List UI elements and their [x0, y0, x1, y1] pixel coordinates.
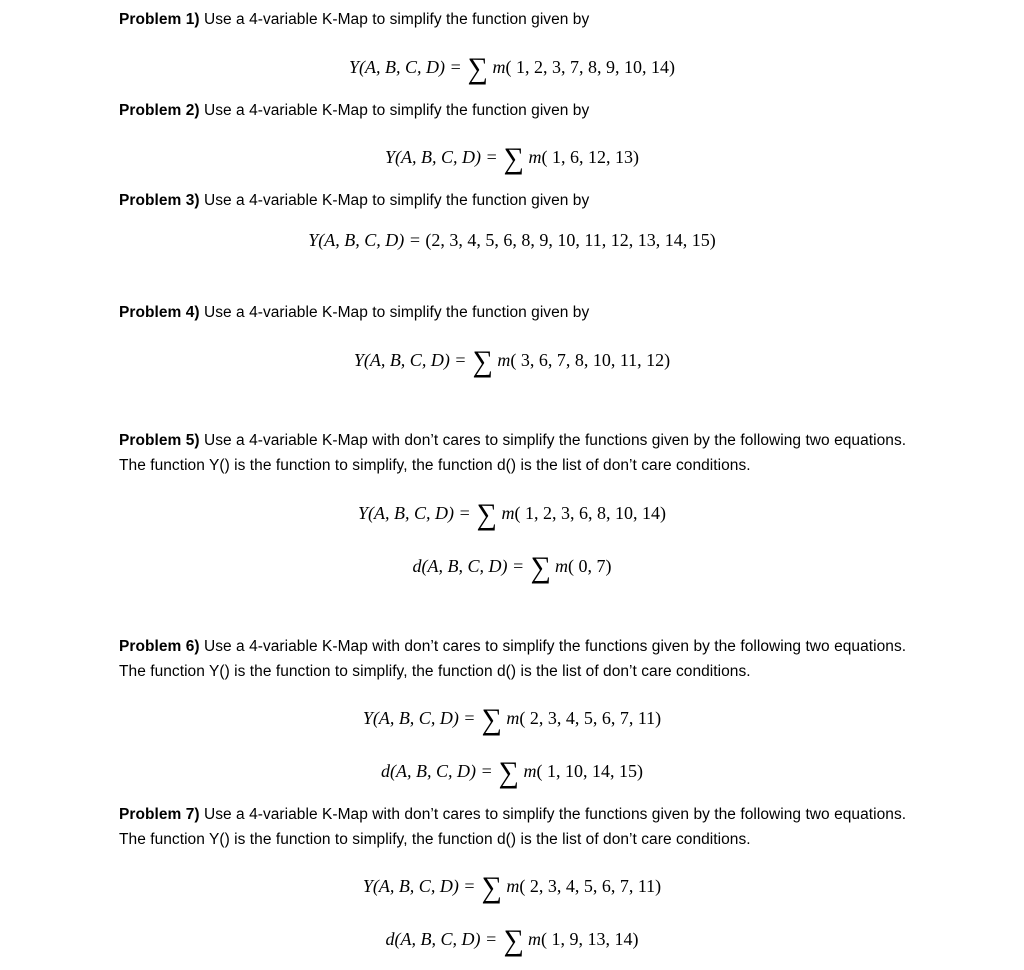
minterm-label: m: [523, 761, 537, 781]
minterm-label: m: [555, 556, 569, 576]
minterm-list: ( 1, 9, 13, 14): [541, 929, 639, 949]
minterm-list: ( 0, 7): [568, 556, 612, 576]
equation: [0, 226, 1024, 254]
minterm-list: ( 2, 3, 4, 5, 6, 7, 11): [519, 708, 662, 728]
problem-text: Use a 4-variable K-Map to simplify the function given by: [199, 304, 590, 321]
problem-text: Use a 4-variable K-Map with don’t cares to simplify the functions given by the following two equations. The function Y() is the function to simplify, the function d() is the list of don’t care conditions.: [119, 806, 907, 848]
problem-1: [119, 8, 919, 33]
minterm-list: ( 1, 10, 14, 15): [536, 761, 644, 781]
equation-lhs: Y(A, B, C, D) =: [308, 230, 421, 250]
equation: [0, 551, 1024, 584]
minterm-label: m: [528, 929, 542, 949]
minterm-list: ( 3, 6, 7, 8, 10, 11, 12): [510, 350, 671, 370]
equation-lhs: Y(A, B, C, D) =: [384, 147, 498, 167]
equation: [0, 703, 1024, 736]
problem-text: Use a 4-variable K-Map to simplify the function given by: [199, 192, 590, 209]
problem-7: [119, 803, 919, 852]
problem-6: [119, 635, 919, 684]
equation: [0, 756, 1024, 789]
minterm-list: ( 1, 6, 12, 13): [541, 147, 640, 167]
problem-label: Problem 2): [119, 102, 200, 119]
problem-5: [119, 429, 919, 478]
equation-lhs: Y(A, B, C, D) =: [362, 708, 476, 728]
problem-label: Problem 4): [119, 304, 200, 321]
equation: [0, 498, 1024, 531]
minterm-label: m: [501, 503, 515, 523]
sum-symbol: ∑: [476, 498, 497, 531]
problem-text: Use a 4-variable K-Map with don’t cares to simplify the functions given by the following two equations. The function Y() is the function to simplify, the function d() is the list of don’t care conditions.: [119, 432, 907, 474]
equation: [0, 345, 1024, 378]
problem-text: Use a 4-variable K-Map to simplify the function given by: [199, 102, 590, 119]
problem-label: Problem 6): [119, 638, 200, 655]
equation: [0, 871, 1024, 904]
equation: [0, 142, 1024, 175]
sum-symbol: ∑: [481, 871, 502, 904]
equation-lhs: d(A, B, C, D) =: [412, 556, 525, 576]
sum-symbol: ∑: [467, 52, 488, 85]
minterm-list: ( 1, 2, 3, 7, 8, 9, 10, 14): [505, 57, 676, 77]
problem-3: [119, 189, 919, 214]
problem-label: Problem 3): [119, 192, 200, 209]
minterm-list: (2, 3, 4, 5, 6, 8, 9, 10, 11, 12, 13, 14, 15): [425, 230, 716, 250]
equation: [0, 924, 1024, 957]
sum-symbol: ∑: [498, 756, 519, 789]
equation-lhs: d(A, B, C, D) =: [380, 761, 493, 781]
minterm-label: m: [497, 350, 511, 370]
equation-lhs: d(A, B, C, D) =: [385, 929, 498, 949]
minterm-list: ( 2, 3, 4, 5, 6, 7, 11): [519, 876, 662, 896]
sum-symbol: ∑: [481, 703, 502, 736]
sum-symbol: ∑: [503, 924, 524, 957]
problem-label: Problem 5): [119, 432, 200, 449]
sum-symbol: ∑: [530, 551, 551, 584]
sum-symbol: ∑: [472, 345, 493, 378]
minterm-label: m: [506, 708, 520, 728]
problem-text: Use a 4-variable K-Map with don’t cares to simplify the functions given by the following two equations. The function Y() is the function to simplify, the function d() is the list of don’t care conditions.: [119, 638, 907, 680]
minterm-label: m: [528, 147, 542, 167]
problem-2: [119, 99, 919, 124]
minterm-label: m: [506, 876, 520, 896]
equation-lhs: Y(A, B, C, D) =: [357, 503, 471, 523]
problem-label: Problem 7): [119, 806, 200, 823]
problem-4: [119, 301, 919, 326]
equation-lhs: Y(A, B, C, D) =: [362, 876, 476, 896]
equation-lhs: Y(A, B, C, D) =: [353, 350, 467, 370]
equation-lhs: Y(A, B, C, D) =: [348, 57, 462, 77]
minterm-list: ( 1, 2, 3, 6, 8, 10, 14): [514, 503, 667, 523]
problem-text: Use a 4-variable K-Map to simplify the function given by: [199, 11, 590, 28]
problem-label: Problem 1): [119, 11, 200, 28]
sum-symbol: ∑: [503, 142, 524, 175]
equation: [0, 52, 1024, 85]
minterm-label: m: [492, 57, 506, 77]
